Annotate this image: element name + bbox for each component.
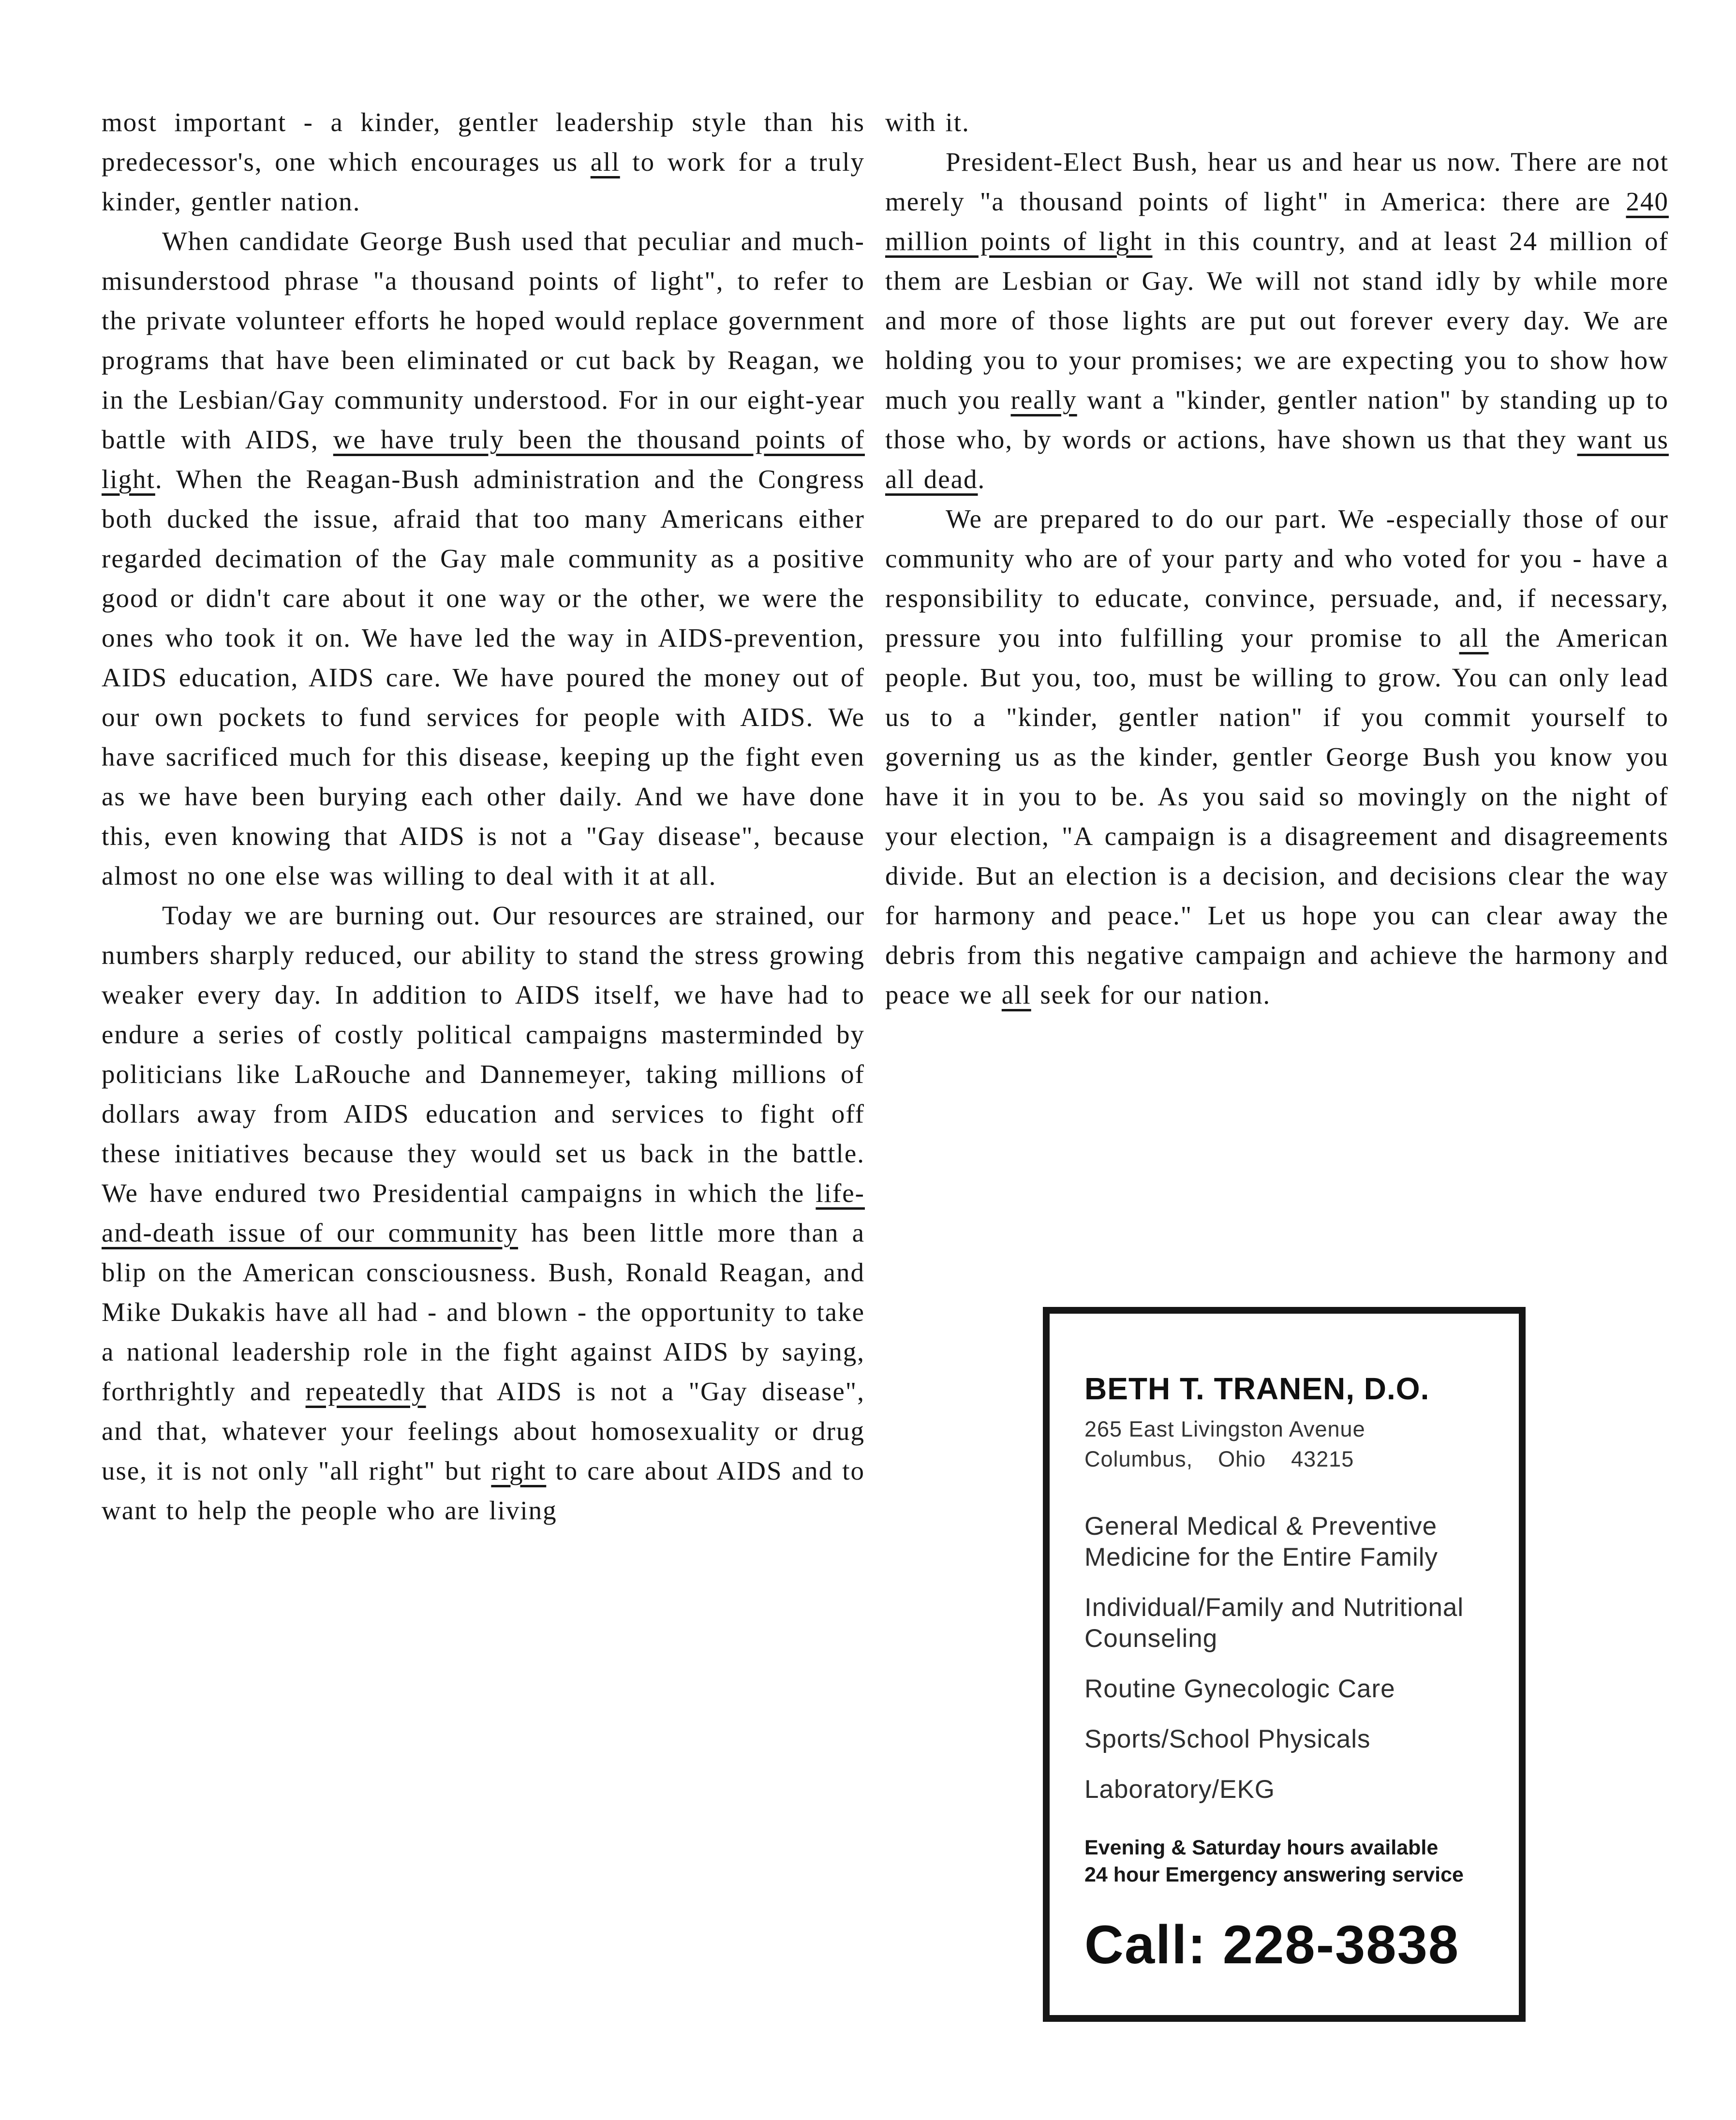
ad-service-item: Individual/Family and Nutritional Counseling <box>1084 1593 1464 1653</box>
body-text: with it. <box>885 107 970 137</box>
body-text: that AIDS is not a "Gay disease", and that, whatever your feelings about homosexuality or drug use, it is not only "all right" but <box>102 1377 865 1485</box>
underlined-text: all <box>1001 980 1031 1009</box>
ad-doctor-name: BETH T. TRANEN, D.O. <box>1084 1371 1430 1406</box>
underlined-text: life-and-death issue of our community <box>102 1178 865 1247</box>
body-text: want a "kinder, gentler nation" by standing up to those who, by words or actions, have shown us that they <box>885 385 1669 454</box>
paragraph <box>102 222 865 896</box>
body-text: . When the Reagan-Bush administration and the Congress both ducked the issue, afraid that too many Americans either regarded decimation of the Gay male community as a positive good or didn't care about it one way or the other, we were the ones who took it on. We have led the way in AIDS-prevention, AIDS education, AIDS care. We have poured the money out of our own pockets to fund services for people with AIDS. We have sacrificed much for this disease, keeping up the fight even as we have been burying each other daily. And we have done this, even knowing that AIDS is not a "Gay disease", because almost no one else was willing to deal with it at all. <box>102 464 865 890</box>
paragraph <box>885 499 1669 1015</box>
body-text: to care about AIDS and to want to help the people who are living <box>102 1456 865 1525</box>
ad-service-item: Sports/School Physicals <box>1084 1725 1371 1753</box>
ad-hours-line: Evening & Saturday hours available <box>1084 1836 1439 1859</box>
paragraph <box>885 103 1669 142</box>
underlined-text: want us all dead <box>885 425 1669 494</box>
body-text: . <box>978 464 986 494</box>
ad-services-list <box>1084 1511 1487 1805</box>
body-text: the American people. But you, too, must be willing to grow. You can only lead us to a "kinder, gentler nation" if you commit yourself to governing us as the kinder, gentler George Bush you know you have it in you to be. As you said so movingly on the night of your election, "A campaign is a disagreement and disagreements divide. But an election is a decision, and decisions clear the way for harmony and peace." Let us hope you can clear away the debris from this negative campaign and achieve the harmony and peace we <box>885 623 1669 1009</box>
paragraph <box>102 896 865 1530</box>
underlined-text: all <box>1459 623 1489 652</box>
ad-address <box>1084 1414 1487 1474</box>
ad-phone: Call: 228-3838 <box>1084 1914 1460 1975</box>
paragraph <box>885 142 1669 499</box>
body-text: has been little more than a blip on the American consciousness. Bush, Ronald Reagan, and Mike Dukakis have all had - and blown - the opportunity to take a national leadership role in the fight against AIDS by saying, forthrightly and <box>102 1218 865 1406</box>
ad-address-zip: 43215 <box>1291 1447 1354 1471</box>
body-text: seek for our nation. <box>1031 980 1271 1009</box>
underlined-text: repeatedly <box>305 1377 426 1406</box>
ad-hours-line: 24 hour Emergency answering service <box>1084 1863 1464 1886</box>
paragraph <box>102 103 865 222</box>
ad-service-item: General Medical & Preventive Medicine for the Entire Family <box>1084 1512 1439 1571</box>
article-right-column <box>885 103 1669 1306</box>
body-text: When candidate George Bush used that peculiar and much-misunderstood phrase "a thousand points of light", to refer to the private volunteer efforts he hoped would replace government programs that have been eliminated or cut back by Reagan, we in the Lesbian/Gay community understood. For in our eight-year battle with AIDS, <box>102 226 865 454</box>
body-text: to work for a truly kinder, gentler nation. <box>102 147 865 216</box>
ad-service-item: Laboratory/EKG <box>1084 1775 1276 1804</box>
article-left-column <box>102 103 865 1530</box>
ad-box <box>1043 1307 1526 2022</box>
body-text: President-Elect Bush, hear us and hear us now. There are not merely "a thousand points of light" in America: there are <box>885 147 1669 216</box>
ad-address-line1: 265 East Livingston Avenue <box>1084 1417 1365 1441</box>
ad-address-line2 <box>1084 1444 1487 1474</box>
ad-service-item: Routine Gynecologic Care <box>1084 1675 1395 1703</box>
ad-hours <box>1084 1834 1487 1888</box>
ad-address-city: Columbus, <box>1084 1447 1193 1471</box>
underlined-text: we have truly been the thousand points of light <box>102 425 865 494</box>
body-text: We are prepared to do our part. We -especially those of our community who are of your party and who voted for you - have a responsibility to educate, convince, persuade, and, if necessary, pressure you into fulfilling your promise to <box>885 504 1669 652</box>
body-text: in this country, and at least 24 million of them are Lesbian or Gay. We will not stand idly by while more and more of those lights are put out forever every day. We are holding you to your promises; we are expecting you to show how much you <box>885 226 1669 415</box>
underlined-text: 240 million points of light <box>885 187 1669 256</box>
underlined-text: right <box>491 1456 547 1485</box>
body-text: Today we are burning out. Our resources are strained, our numbers sharply reduced, our ability to stand the stress growing weaker every day. In addition to AIDS itself, we have had to endure a series of costly political campaigns masterminded by politicians like LaRouche and Dannemeyer, taking millions of dollars away from AIDS education and services to fight off these initiatives because they would set us back in the battle. We have endured two Presidential campaigns in which the <box>102 901 865 1208</box>
body-text: most important - a kinder, gentler leadership style than his predecessor's, one which encourages us <box>102 107 865 177</box>
underlined-text: all <box>590 147 620 177</box>
underlined-text: really <box>1010 385 1077 415</box>
ad-address-state: Ohio <box>1218 1447 1266 1471</box>
